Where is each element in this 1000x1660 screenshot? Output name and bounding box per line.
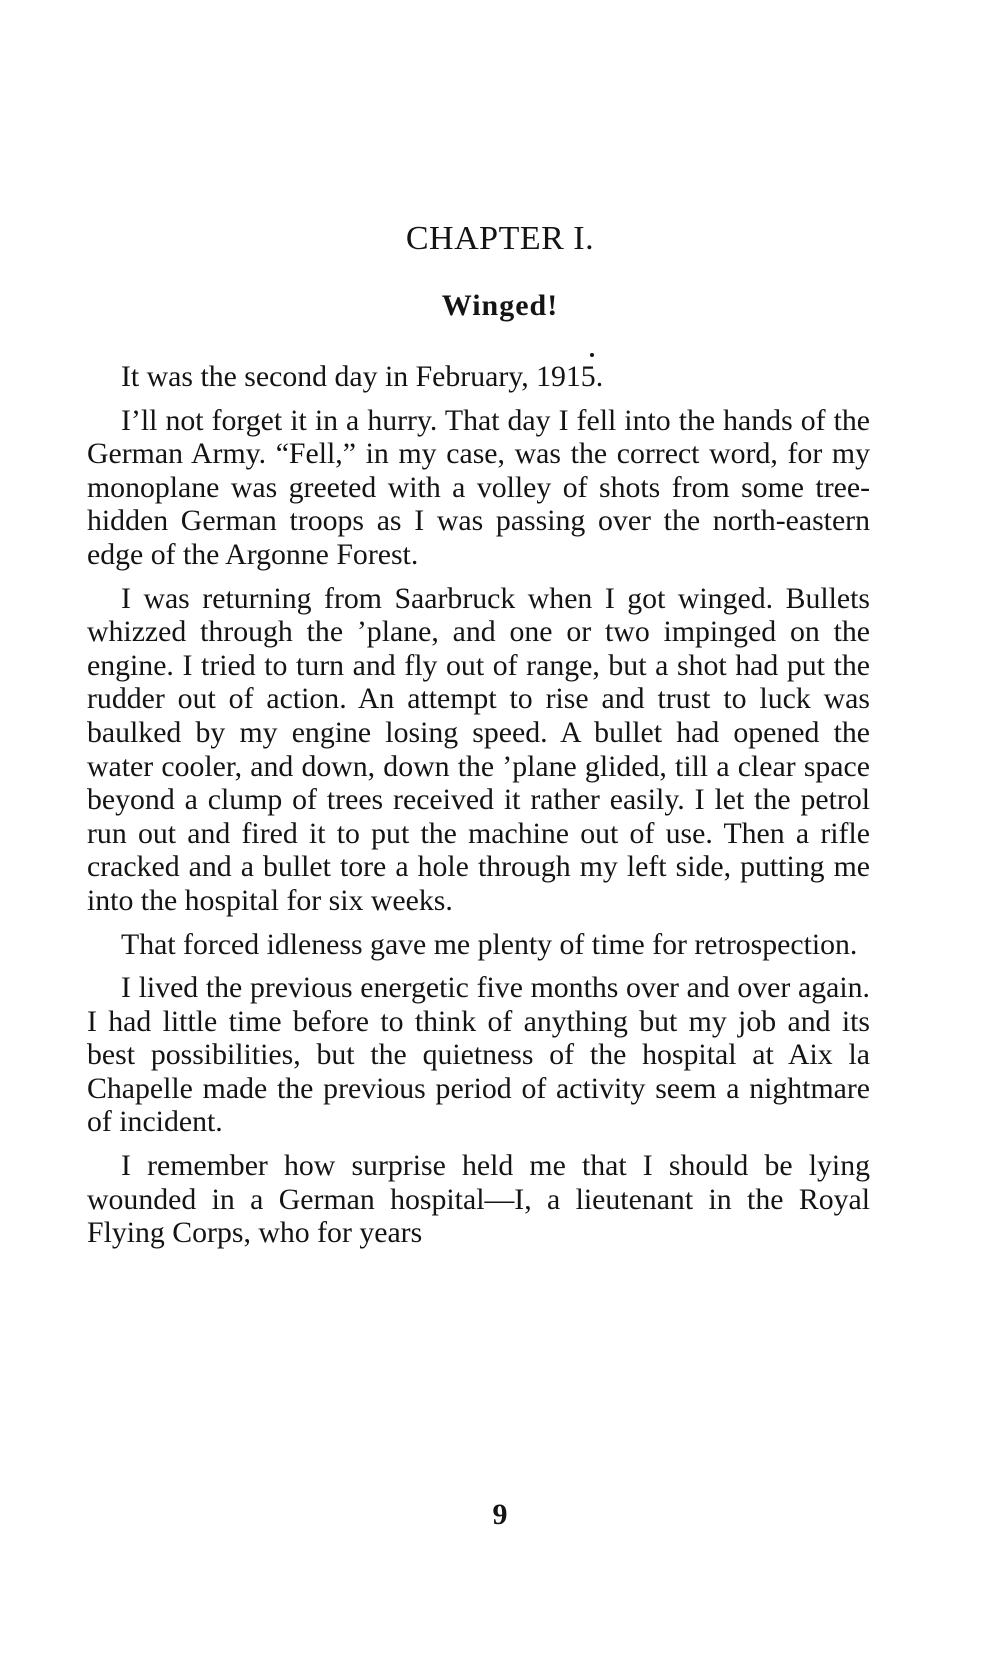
chapter-title: Winged! bbox=[441, 289, 559, 322]
paragraph: I lived the previous energetic five months over and over again. I had little time before to think of anything but my job and its best possibilities, but the quietness of the hospital at Aix la Chapelle made the previous period of activity seem a nightmare of incident. bbox=[87, 971, 870, 1139]
chapter-body bbox=[87, 360, 870, 1260]
paragraph: I was returning from Saarbruck when I got winged. Bullets whizzed through the ’plane, and one or two impinged on the engine. I tried to turn and fly out of range, but a shot had put the rudder out of action. An attempt to rise and trust to luck was baulked by my engine losing speed. A bullet had opened the water cooler, and down, down the ’plane glided, till a clear space beyond a clump of trees received it rather easily. I let the petrol run out and fired it to put the machine out of use. Then a rifle cracked and a bullet tore a hole through my left side, putting me into the hospital for six weeks. bbox=[87, 581, 870, 917]
ornament-dot bbox=[590, 353, 594, 357]
page-number: 9 bbox=[492, 1498, 508, 1531]
paragraph: I’ll not forget it in a hurry. That day I fell into the hands of the German Army. “Fell,” in my case, was the correct word, for my monoplane was greeted with a volley of shots from some tree-hidden German troops as I was passing over the north-eastern edge of the Argonne Forest. bbox=[87, 403, 870, 571]
chapter-heading: CHAPTER I. bbox=[405, 220, 595, 257]
paragraph: I remember how surprise held me that I should be lying wounded in a German hospital—I, a lieutenant in the Royal Flying Corps, who for years bbox=[87, 1149, 870, 1250]
paragraph: It was the second day in February, 1915. bbox=[121, 360, 604, 393]
paragraph: That forced idleness gave me plenty of time for retrospection. bbox=[121, 927, 858, 961]
